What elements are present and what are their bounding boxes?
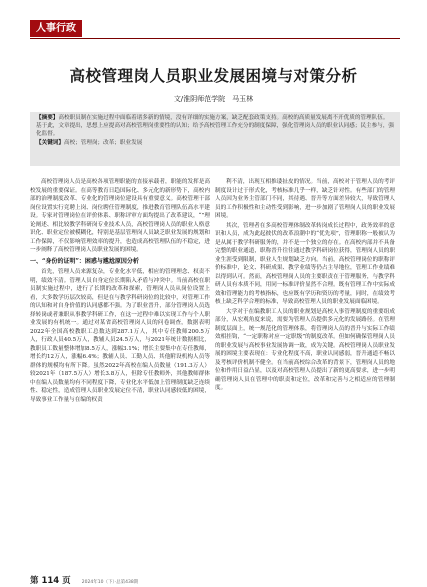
article-author: 文/淮阴师范学院 马玉林 [173,95,254,103]
keywords-text: 高校；管理岗；改革；职业发展 [63,139,143,146]
page-footer [30,568,400,587]
section-heading: 一、“身份的证明”：困惑与尴尬原因分析 [30,257,139,265]
body-column-left [30,178,210,405]
section-tag: 人事行政 [30,20,82,37]
paragraph: 其次，管理者在多高校管理体制改革转岗成长过程中，政务效率的意识和人员，成为此起彼伏的改革浪潮中的“优先项”，管理职称一般被认为是从属于教学科研服务的，并不是一个独立的存在。在高校内部并不具备完整的职业通道，职称晋升往往通过教学科研岗位获得，管理岗人员的职业生涯受到限制，职业人生规划缺乏方向。当前，高校管理岗位的职称评价标准中，论文、科研成果、教学业绩等仍占主导地位，管理工作业绩难以得到认可。然而，高校管理岗人员的主要职责在于管理服务，与教学科研人员有本质不同，用同一标准评价显然不合理。既有管理工作中实际成效和管理能力的考核指标，也应既有学历和资历的考量，同时，在绩效考核上缺乏科学合理的标准，导致高校管理人员的职业发展面临困境。 [215,222,395,305]
article-title: 高校管理岗人员职业发展困境与对策分析 [69,66,358,85]
paragraph: 首先，管理人员来源复杂，专业化水平低，相应的管理理念、权责不明，绩效不清。管理人员自身定位长期陷入矛盾与冲突中。当前高校在职员制实施过程中，进行了长期的改革和探索，管理岗人员从岗位设置上看，大多数学历层次较高，但是在与教学科研岗位的比较中，对管理工作的认知和对自身价值的认同感都不强。为了职业晋升，部分管理岗人员选择转岗或者兼职从事教学科研工作，在这一过程中难以实现工作与个人职业发展的有机统一。通过对某省高校管理岗人员的问卷调查，数据表明2022年全国高校教职工总数达到287.1万人，其中专任教师200.5万人，行政人员40.5万人，教辅人员24.5万人，与2021年统计数据相比，教职员工数量整体增加8.5万人，涨幅3.1%；增长主要集中在专任教师，增长约12万人，涨幅6.4%；教辅人员、工勤人员、其他附设机构人员等群体的规模均有所下降。虽然2022年高校在编人员数量（191.3万人）较2021年（187.5万人）增长3.8万人，但除专任教师外，其他教师群体中在编人员数量均有不同程度下降，专业化水平低加上管理制度缺乏连续性、稳定性，造成管理人员职业发展定位不清，职业认同感较低的困境，导致事业工作量与在编的权责 [30,269,210,403]
section-header-bar [30,20,400,39]
body-column-right [215,178,395,394]
abstract-label: 【摘要】 [36,115,59,121]
abstract-text: 高校职员制在实施过程中面临着诸多新的情境，没有详细的实施方案，缺乏配套政策支持。高校的高质量发展离不开优质的管理队伍。基于此，文章提出，思想上应提高对高校管理岗重要性的认知；给予高校管理工作充分的制度保障，强化管理岗人员的职业认同感；民主参与，强化监督。 [36,115,395,138]
paragraph: 高校管理岗人员是高校各项管理职能的直接承载者，职能的发挥是高校发展的重要保证。在高等教育日趋国际化、多元化的新形势下，高校内部的治理制度改革、专业化的管理岗位建设具有重要意义。高校管理干部岗位设置实行竞聘上岗、岗位聘任管理制度，推进教育管理队伍高水平建设。专家对管理岗位在评价体系、职称评审方面均提出了改革建议，“”理论阐述、相比较教学科研岗专业技术人员，高校管理岗人员的职业人格意识化、职业定位被模糊化，特别是基层管理岗人员缺乏职业发展的规划和工作保障，不仅影响管理效率的提升，也造成高校管理队伍的不稳定，进一步阐释了高校管理岗人员职业发展的困境。 [30,179,210,253]
keywords-label: 【关键词】 [36,139,64,146]
abstract-box [30,112,400,166]
paragraph: 利不清，出现互相推诿扯皮的情况。当前，高校对于管理人员的考评制度设计过于形式化，考核标准几乎一样，缺乏针对性。有些部门的管理人员因为业务主管部门不同，其待遇、晋升等方面差异较大，导致管理人员的工作积极性和主动性受到影响，进一步加剧了管理岗人员的职业发展困境。 [215,179,395,219]
paragraph: 大学对于在编教职工人员的职业规划是高校人事管理制度的重要组成部分，从宏观角度来说，需要为管理人员提供多元化的发展路径。在管理制度层面上，统一规范化的管理体系，将管理岗人员的晋升与实际工作绩效相挂钩，“一定职称对应一定职级”的制度改革。但如何确保管理岗人员的职业发展与高校事业发展协调一致，成为关键。高校管理岗人员职业发展的困境主要表现在：专业化程度不高，职业认同感弱，晋升通道不畅以及考核评价机制不健全。在当前高校综合改革的背景下，管理岗人员的地位和作用日益凸显，以及对高校管理人员提出了新的更高要求，进一步明确管理岗人员在管理中的职责和定位，改革和完善与之相适应的管理制度。 [215,308,395,391]
issue-info: 2024年10（下）·总第438期 [81,580,139,585]
page-number: 第 114 页 [30,576,71,586]
